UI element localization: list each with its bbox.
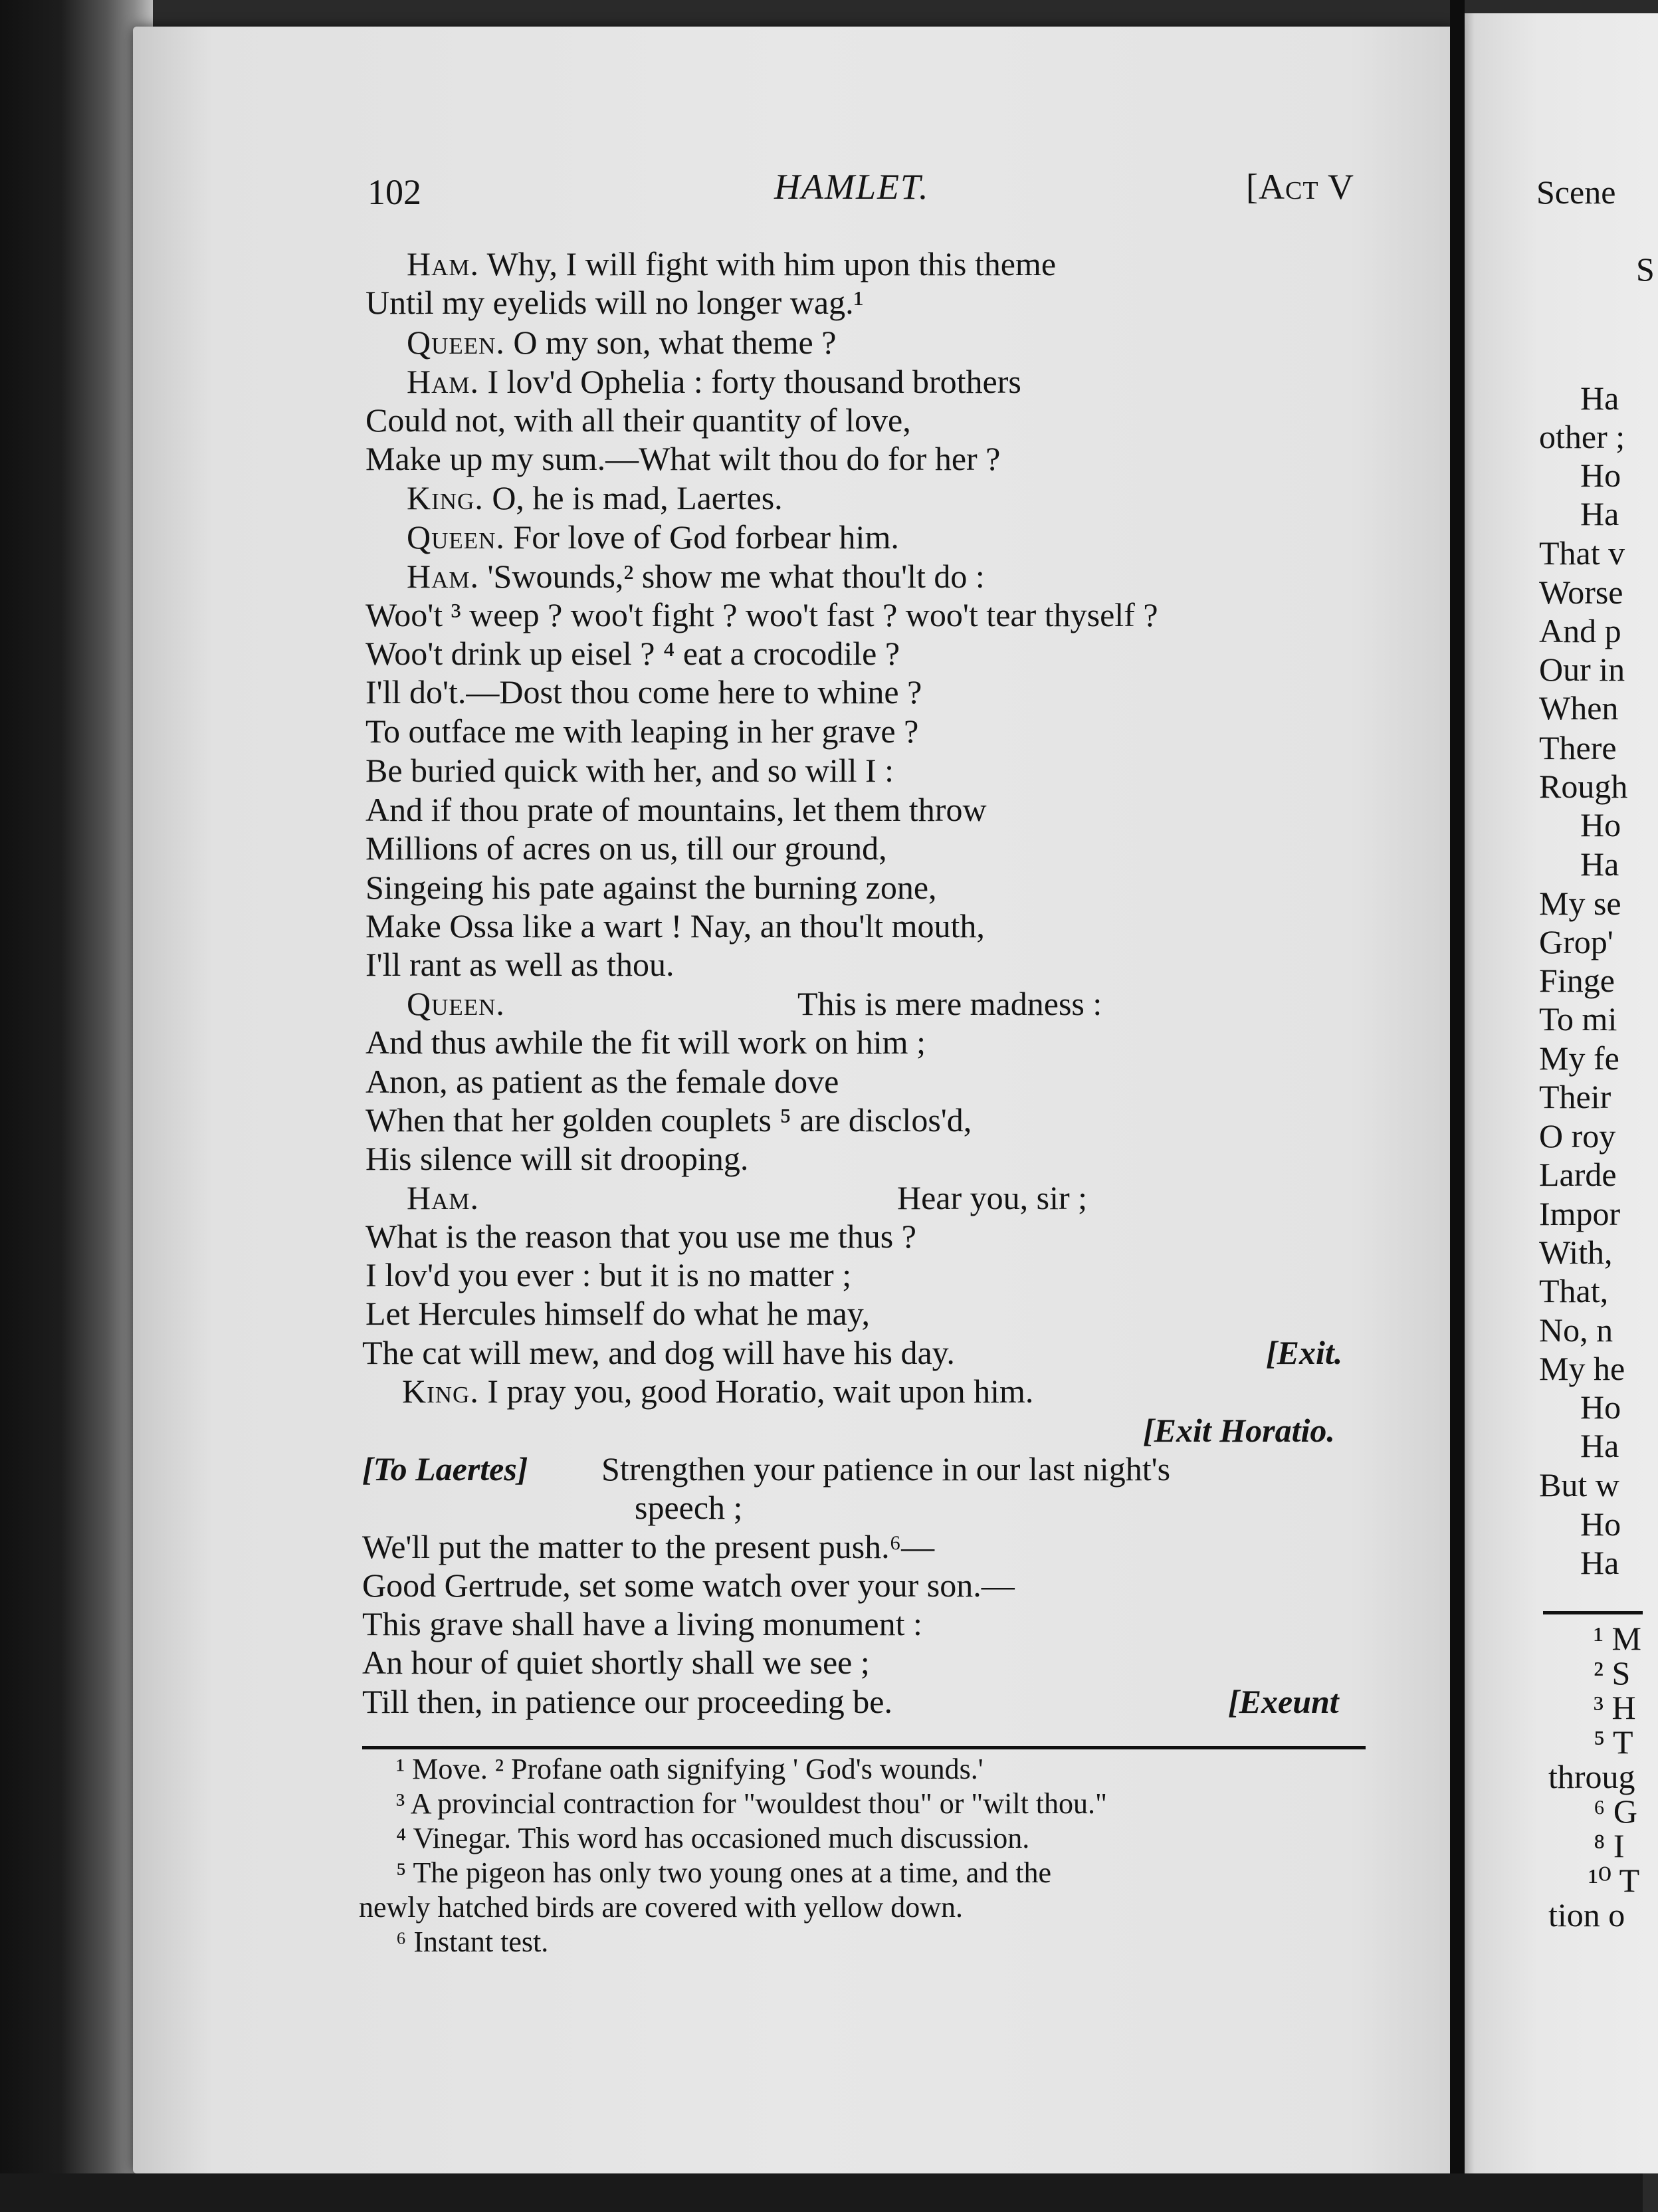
verse-line: Till then, in patience our proceeding be.: [362, 1683, 892, 1720]
verse-line: Queen. For love of God forbear him.: [407, 518, 899, 556]
footnote-rule: [362, 1746, 1366, 1749]
verse-line: Make up my sum.—What wilt thou do for her ?: [365, 440, 1001, 477]
footnote: ⁶ Instant test.: [396, 1926, 549, 1958]
right-page-fragment: Grop': [1539, 923, 1613, 960]
right-page-fragment: My he: [1539, 1350, 1625, 1387]
verse-line: Make Ossa like a wart ! Nay, an thou'lt mouth,: [365, 907, 985, 944]
verse-line: I'll rant as well as thou.: [365, 946, 674, 983]
right-page-fragment: tion o: [1548, 1896, 1625, 1934]
verse-line: Ham.: [407, 1179, 480, 1216]
right-page-fragment: Ha: [1580, 495, 1619, 532]
right-page-fragment: Ha: [1580, 1427, 1619, 1464]
right-page-fragment: ⁶ G: [1594, 1793, 1638, 1830]
right-page-fragment: Finge: [1539, 962, 1615, 999]
right-page-fragment: Ha: [1580, 1544, 1619, 1581]
footnote: ⁵ The pigeon has only two young ones at a time, and the: [396, 1856, 1052, 1889]
right-page-fragment: ¹⁰ T: [1588, 1862, 1640, 1899]
page-number: 102: [367, 172, 421, 212]
verse-line: This is mere madness :: [797, 985, 1102, 1022]
right-page-fragment: That v: [1539, 534, 1625, 572]
right-page-fragment: ³ H: [1594, 1689, 1636, 1726]
verse-line: Let Hercules himself do what he may,: [365, 1295, 871, 1332]
right-page-fragment: ⁵ T: [1594, 1723, 1633, 1761]
verse-line: An hour of quiet shortly shall we see ;: [362, 1644, 870, 1681]
verse-line: King. O, he is mad, Laertes.: [407, 479, 783, 516]
verse-line: Until my eyelids will no longer wag.¹: [365, 284, 864, 321]
right-page-fragment: To mi: [1539, 1000, 1617, 1038]
verse-line: When that her golden couplets ⁵ are disclos'd,: [365, 1101, 972, 1139]
footnote: ¹ Move. ² Profane oath signifying ' God's wounds.': [396, 1753, 984, 1785]
verse-line: His silence will sit drooping.: [365, 1140, 749, 1177]
footnote: newly hatched birds are covered with yellow down.: [359, 1891, 964, 1924]
right-page-fragment: My fe: [1539, 1040, 1619, 1077]
verse-line: I lov'd you ever : but it is no matter ;: [365, 1256, 852, 1293]
right-page-fragment: No, n: [1539, 1311, 1613, 1349]
right-page-fragment: O roy: [1539, 1117, 1616, 1155]
right-page-fragment: With,: [1539, 1234, 1613, 1271]
right-page-fragment: But w: [1539, 1466, 1619, 1503]
act-label: [Act V: [1246, 167, 1355, 207]
verse-line: Singeing his pate against the burning zone,: [365, 869, 937, 906]
verse-line: speech ;: [635, 1489, 743, 1526]
verse-line: Millions of acres on us, till our ground,: [365, 830, 887, 867]
footnote: ⁴ Vinegar. This word has occasioned much discussion.: [396, 1822, 1030, 1854]
right-page-fragment: When: [1539, 689, 1619, 726]
right-page-fragment: Rough: [1539, 768, 1628, 805]
verse-line: Woo't drink up eisel ? ⁴ eat a crocodile ?: [365, 635, 900, 672]
verse-line: Woo't ³ weep ? woo't fight ? woo't fast ? woo't tear thyself ?: [365, 596, 1158, 633]
scan-bottom-edge: [0, 2173, 1643, 2212]
verse-line: Ham. I lov'd Ophelia : forty thousand brothers: [407, 363, 1021, 400]
verse-line: Queen.: [407, 985, 505, 1022]
verse-line: Queen. O my son, what theme ?: [407, 324, 837, 361]
right-page-fragment: S: [1636, 251, 1655, 288]
right-page-fragment: Ho: [1580, 1388, 1621, 1426]
right-page-fragment: Larde: [1539, 1156, 1617, 1193]
stage-direction: [Exit.: [1266, 1334, 1343, 1371]
right-page-fragment: Their: [1539, 1078, 1611, 1115]
stage-direction: [Exit Horatio.: [1143, 1412, 1335, 1449]
right-page-fragment: Scene: [1536, 173, 1616, 211]
right-footnote-rule: [1543, 1611, 1643, 1614]
verse-line: Ham. Why, I will fight with him upon this theme: [407, 245, 1057, 282]
right-page-fragment: throug: [1548, 1758, 1635, 1795]
stage-direction: [To Laertes]: [362, 1450, 528, 1488]
footnote: ³ A provincial contraction for "wouldest thou" or "wilt thou.": [396, 1787, 1107, 1820]
verse-line: What is the reason that you use me thus ?: [365, 1218, 916, 1255]
running-title: HAMLET.: [774, 167, 930, 207]
verse-line: Strengthen your patience in our last night's: [601, 1450, 1171, 1488]
right-page-fragment: There: [1539, 729, 1617, 766]
right-page-fragment: My se: [1539, 885, 1621, 922]
book-binding-edge: [0, 0, 153, 2212]
verse-line: The cat will mew, and dog will have his day.: [362, 1334, 955, 1371]
right-page-fragment: Impor: [1539, 1195, 1621, 1232]
verse-line: Hear you, sir ;: [897, 1179, 1088, 1216]
stage-direction: [Exeunt: [1228, 1683, 1339, 1720]
verse-line: To outface me with leaping in her grave ?: [365, 713, 919, 750]
right-page-fragment: ¹ M: [1594, 1620, 1641, 1657]
right-page-fragment: ² S: [1594, 1654, 1631, 1692]
right-page-fragment: Ho: [1580, 806, 1621, 843]
right-page-fragment: Ha: [1580, 380, 1619, 417]
verse-line: Could not, with all their quantity of love,: [365, 401, 911, 439]
verse-line: King. I pray you, good Horatio, wait upon him.: [402, 1373, 1034, 1410]
right-page-fragment: Our in: [1539, 651, 1625, 688]
verse-line: Good Gertrude, set some watch over your son.—: [362, 1567, 1015, 1604]
verse-line: Be buried quick with her, and so will I :: [365, 752, 894, 789]
verse-line: I'll do't.—Dost thou come here to whine ?: [365, 673, 922, 711]
book-spine-gap: [1450, 0, 1465, 2212]
right-page-fragment: That,: [1539, 1272, 1609, 1309]
verse-line: And thus awhile the fit will work on him ;: [365, 1024, 926, 1061]
right-page-fragment: And p: [1539, 612, 1621, 649]
right-page-fragment: Ho: [1580, 457, 1621, 494]
right-page-fragment: Ho: [1580, 1505, 1621, 1543]
verse-line: Anon, as patient as the female dove: [365, 1063, 839, 1100]
right-page-fragment: other ;: [1539, 418, 1625, 455]
verse-line: This grave shall have a living monument :: [362, 1605, 922, 1642]
verse-line: We'll put the matter to the present push.⁶—: [362, 1528, 935, 1565]
verse-line: Ham. 'Swounds,² show me what thou'lt do :: [407, 558, 985, 595]
right-page-fragment: Ha: [1580, 845, 1619, 883]
right-page-fragment: ⁸ I: [1594, 1827, 1625, 1864]
verse-line: And if thou prate of mountains, let them throw: [365, 791, 987, 828]
right-page-fragment: Worse: [1539, 574, 1623, 611]
